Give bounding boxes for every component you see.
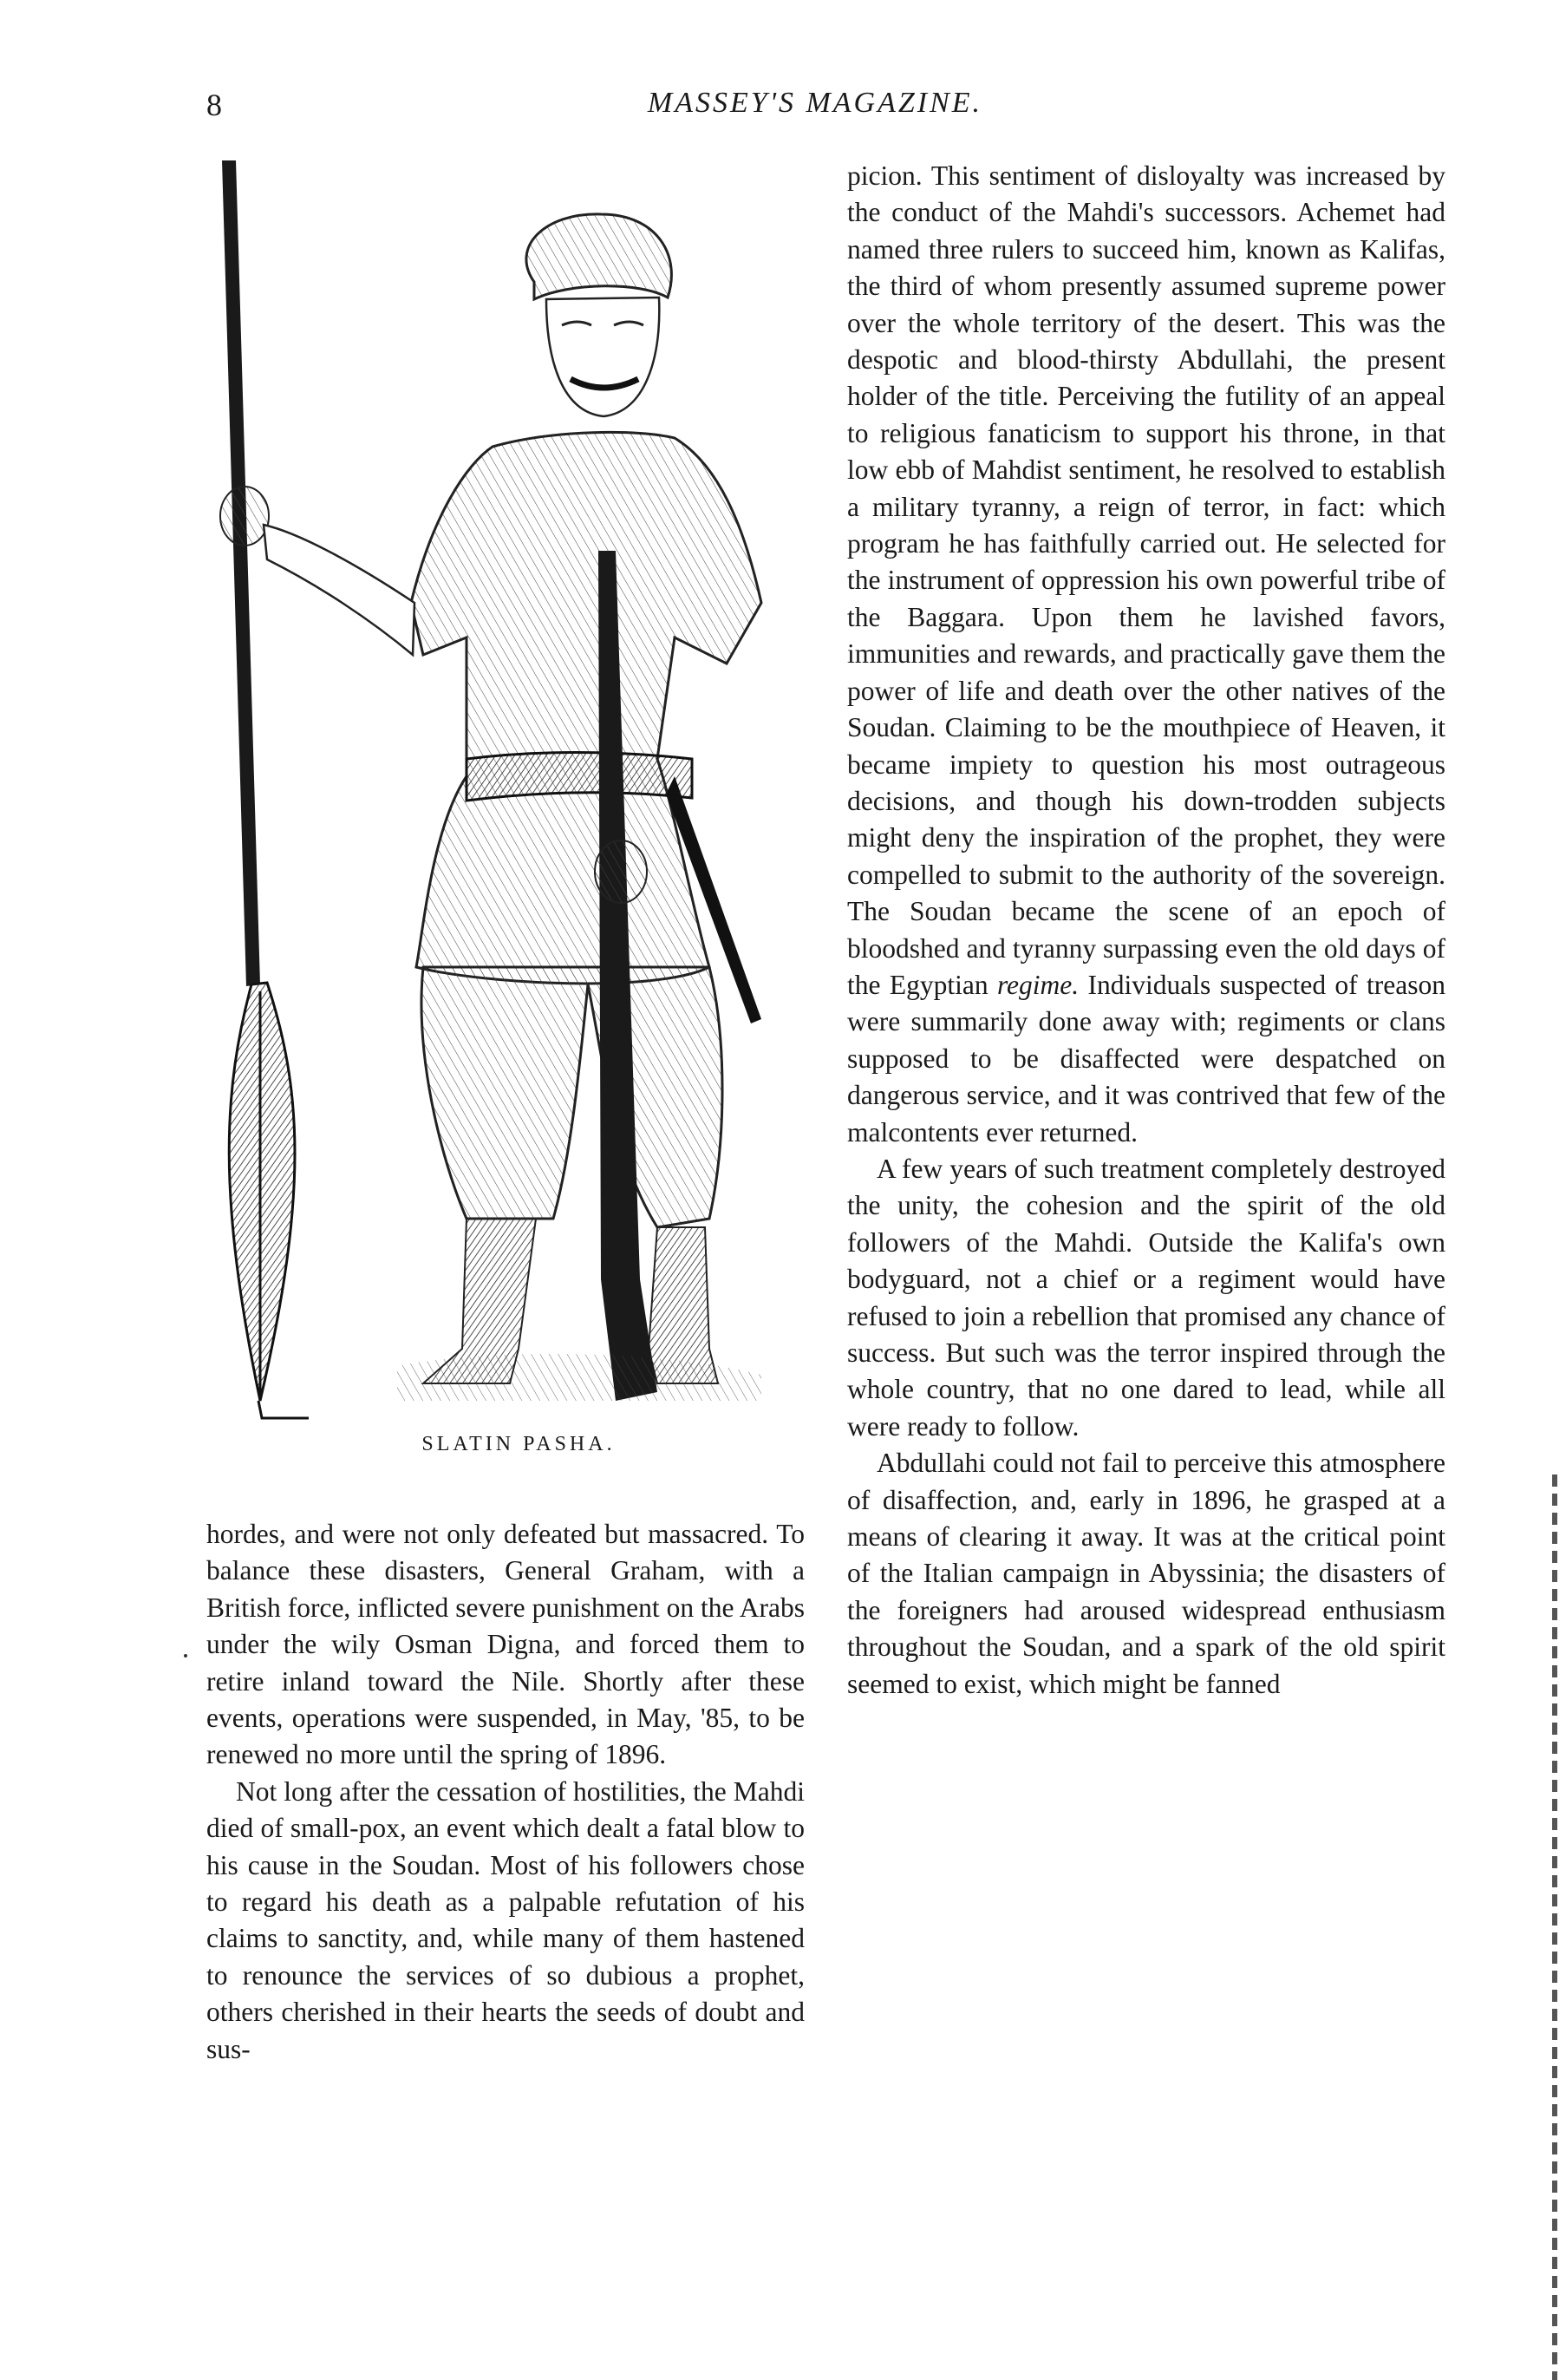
paragraph: Not long after the cessation of hostilities, the Mahdi died of small-pox, an event which dealt a fatal blow to his cause in the Soudan. Most of his followers chose to regard his death as a palpable refutation of his claims to sanctity, and, while many of them hastened to renounce the services of so dubious a prophet, others cherished in their hearts the seeds of doubt and sus-	[206, 1775, 805, 2064]
sash	[467, 753, 692, 801]
turban	[526, 214, 671, 299]
page-header	[0, 87, 1566, 130]
paragraph	[847, 158, 1445, 1151]
figure-caption: SLATIN PASHA.	[421, 1433, 616, 1455]
spear-shaft	[222, 160, 260, 986]
paragraph: hordes, and were not only defeated but massacred. To balance these disasters, General Graham, with a British force, inflicted severe punishment on the Arabs under the wily Osman Digna, and forced them to retire inland toward the Nile. Shortly after these events, operations were suspended, in May, '85, to be renewed no more until the spring of 1896.	[206, 1519, 805, 1770]
paragraph: A few years of such treatment completely destroyed the unity, the cohesion and the spirit of the old followers of the Mahdi. Outside the Kalifa's own bodyguard, not a chief or a regiment would have refused to join a rebellion that promised any chance of success. But such was the terror inspired through the whole country, that no one dared to lead, while all were ready to follow.	[847, 1153, 1445, 1442]
text-run: Individuals suspected of treason were summarily done away with; regiments or clans supposed to be disaffected were despatched on dangerous service, and it was contrived that few of the malcontents ever returned.	[847, 969, 1445, 1148]
text-run: picion. This sentiment of disloyalty was increased by the conduct of the Mahdi's successors. Achemet had named three rulers to succeed him, known as Kalifas, the third of whom presently assumed supreme power over the whole territory of the desert. This was the despotic and blood-thirsty Abdullahi, the present holder of the title. Perceiving the futility of an appeal to religious fanaticism to support his throne, in that low ebb of Mahdist sentiment, he resolved to establish a military tyranny, a reign of terror, in fact: which program he has faithfully carried out. He selected for the instrument of oppression his own powerful tribe of the Baggara. Upon them he lavished favors, immunities and rewards, and practically gave them the power of life and death over the other natives of the Soudan. Claiming to be the mouthpiece of Heaven, it became impiety to question his most outrageous decisions, and though his down-trodden subjects might deny the inspiration of the prophet, they were compelled to submit to the authority of the sovereign. The Soudan became the scene of an epoch of bloodshed and tyranny surpassing even the old days of the Egyptian	[847, 160, 1445, 1000]
running-title: MASSEY'S MAGAZINE.	[647, 87, 983, 119]
paragraph: Abdullahi could not fail to perceive this atmosphere of disaffection, and, early in 1896, he grasped at a means of clearing it away. It was at the critical point of the Italian campaign in Abyssinia; the disasters of the foreigners had aroused widespread enthusiasm throughout the Soudan, and a spark of the old spirit seemed to exist, which might be fanned	[847, 1448, 1445, 1699]
left-column	[206, 1516, 805, 2068]
trousers	[421, 967, 722, 1227]
page-number: 8	[206, 88, 222, 122]
spear-blade	[229, 983, 295, 1401]
page-edge-mark	[1552, 1474, 1557, 2380]
margin-mark	[184, 1654, 187, 1658]
italic-word: regime.	[996, 969, 1080, 1000]
right-column	[847, 158, 1445, 1703]
slatin-pasha-illustration	[206, 152, 831, 1427]
